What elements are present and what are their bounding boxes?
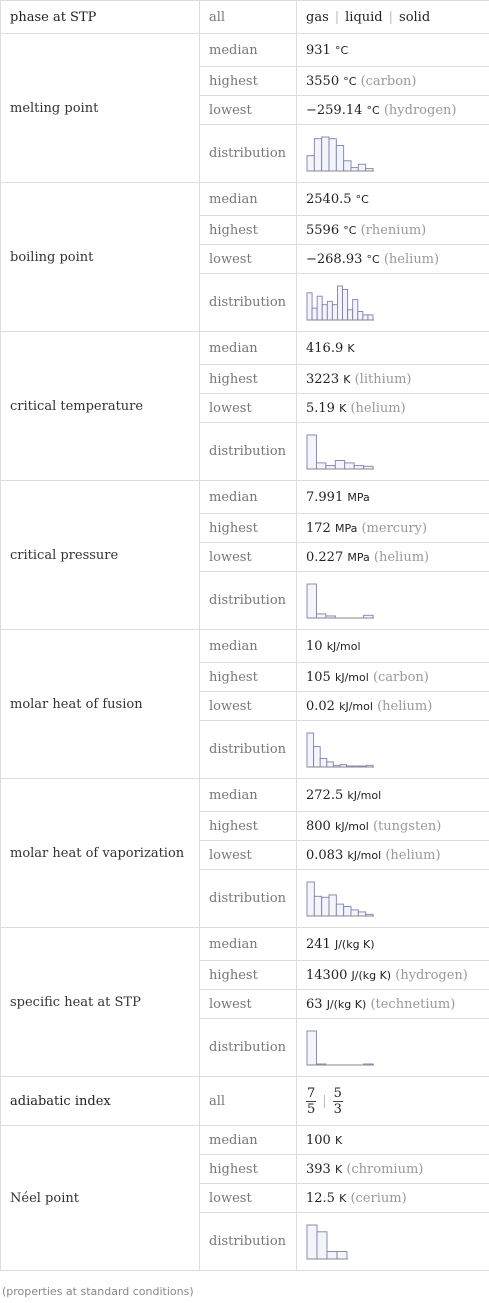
- value-number: 14300: [306, 967, 348, 983]
- highest-label: highest: [200, 663, 297, 692]
- value-number: 10: [306, 638, 323, 654]
- median-value: [297, 34, 489, 67]
- separator: |: [334, 9, 340, 25]
- fraction: [306, 1086, 316, 1117]
- distribution-cell: [297, 1019, 489, 1077]
- distribution-label: distribution: [200, 125, 297, 183]
- value-unit: J/(kg K): [351, 968, 392, 982]
- median-value: [297, 779, 489, 812]
- lowest-label: lowest: [200, 841, 297, 870]
- group-row: [1, 1077, 489, 1126]
- distribution-histogram: [306, 134, 376, 174]
- value-note: (helium): [383, 251, 440, 267]
- phase-options: [297, 1, 489, 34]
- phase-gas[interactable]: gas: [306, 9, 329, 25]
- histogram-bar: [312, 308, 317, 320]
- value-note: (carbon): [360, 73, 417, 89]
- distribution-cell: [297, 870, 489, 928]
- highest-label: highest: [200, 67, 297, 96]
- histogram-bar: [344, 160, 351, 170]
- histogram-bar: [329, 138, 336, 170]
- value-number: 63: [306, 996, 323, 1012]
- value-unit: K: [339, 1191, 347, 1205]
- distribution-histogram: [306, 1222, 376, 1262]
- value-unit: kJ/mol: [326, 639, 361, 653]
- histogram-bar: [351, 909, 358, 915]
- fraction-values: [297, 1077, 489, 1126]
- histogram-bar: [322, 304, 327, 319]
- value-number: −268.93: [306, 251, 363, 267]
- histogram-bar: [307, 584, 316, 618]
- value-unit: kJ/mol: [347, 788, 382, 802]
- lowest-label: lowest: [200, 1184, 297, 1213]
- value-unit: MPa: [334, 521, 358, 535]
- value-number: 5596: [306, 222, 340, 238]
- value-note: (hydrogen): [383, 102, 457, 118]
- median-label: median: [200, 779, 297, 812]
- value-number: 105: [306, 669, 331, 685]
- value-unit: J/(kg K): [334, 937, 375, 951]
- distribution-histogram: [306, 581, 376, 621]
- distribution-label: distribution: [200, 274, 297, 332]
- group-row: [1, 481, 489, 514]
- lowest-value: [297, 96, 489, 125]
- distribution-label: distribution: [200, 1213, 297, 1271]
- highest-value: [297, 961, 489, 990]
- value-note: (hydrogen): [395, 967, 468, 983]
- value-unit: kJ/mol: [334, 819, 369, 833]
- highest-label: highest: [200, 961, 297, 990]
- value-unit: °C: [355, 192, 369, 206]
- phase-solid[interactable]: solid: [399, 9, 431, 25]
- value-note: (tungsten): [372, 818, 442, 834]
- distribution-cell: [297, 423, 489, 481]
- highest-value: [297, 812, 489, 841]
- value-unit: K: [347, 341, 355, 355]
- median-label: median: [200, 183, 297, 216]
- distribution-cell: [297, 1213, 489, 1271]
- histogram-bar: [307, 1031, 316, 1065]
- fraction-numerator: 5: [333, 1085, 342, 1101]
- histogram-bar: [344, 906, 351, 916]
- fraction-numerator: 7: [307, 1085, 316, 1101]
- value-unit: kJ/mol: [347, 848, 382, 862]
- separator: |: [322, 1093, 327, 1109]
- property-name: molar heat of vaporization: [1, 779, 200, 928]
- histogram-bar: [314, 746, 321, 766]
- value-number: 3550: [306, 73, 340, 89]
- histogram-bar: [307, 1225, 317, 1259]
- distribution-label: distribution: [200, 572, 297, 630]
- histogram-bar: [307, 435, 316, 469]
- value-unit: kJ/mol: [334, 670, 369, 684]
- value-unit: °C: [343, 223, 357, 237]
- distribution-cell: [297, 721, 489, 779]
- distribution-label: distribution: [200, 870, 297, 928]
- median-value: [297, 1126, 489, 1155]
- lowest-label: lowest: [200, 96, 297, 125]
- histogram-bar: [363, 314, 368, 319]
- property-name: critical pressure: [1, 481, 200, 630]
- lowest-value: [297, 841, 489, 870]
- group-row: [1, 1126, 489, 1155]
- value-unit: °C: [334, 43, 349, 57]
- value-unit: MPa: [347, 550, 370, 564]
- highest-value: [297, 1155, 489, 1184]
- histogram-bar: [358, 311, 363, 320]
- value-note: (helium): [385, 847, 441, 863]
- group-row: [1, 34, 489, 67]
- lowest-label: lowest: [200, 245, 297, 274]
- histogram-bar: [332, 304, 337, 319]
- distribution-cell: [297, 274, 489, 332]
- histogram-bar: [317, 296, 322, 320]
- highest-value: [297, 67, 489, 96]
- distribution-histogram: [306, 1028, 376, 1068]
- median-label: median: [200, 332, 297, 365]
- distribution-histogram: [306, 730, 376, 770]
- property-name: critical temperature: [1, 332, 200, 481]
- value-note: (helium): [377, 698, 433, 714]
- value-number: 931: [306, 42, 331, 58]
- histogram-bar: [322, 137, 329, 171]
- distribution-label: distribution: [200, 1019, 297, 1077]
- histogram-bar: [322, 897, 329, 916]
- highest-value: [297, 365, 489, 394]
- value-number: 0.227: [306, 549, 344, 565]
- highest-label: highest: [200, 514, 297, 543]
- lowest-value: [297, 692, 489, 721]
- property-name: specific heat at STP: [1, 928, 200, 1077]
- value-note: (lithium): [354, 371, 412, 387]
- median-label: median: [200, 34, 297, 67]
- histogram-bar: [327, 761, 334, 766]
- median-label: median: [200, 928, 297, 961]
- distribution-label: distribution: [200, 423, 297, 481]
- highest-value: [297, 663, 489, 692]
- lowest-label: lowest: [200, 692, 297, 721]
- median-value: [297, 481, 489, 514]
- histogram-bar: [337, 1251, 347, 1258]
- median-value: [297, 332, 489, 365]
- histogram-bar: [358, 164, 365, 171]
- value-unit: K: [339, 401, 347, 415]
- value-number: 7.991: [306, 489, 344, 505]
- histogram-bar: [358, 911, 365, 915]
- lowest-label: lowest: [200, 543, 297, 572]
- header-filter: all: [200, 1, 297, 34]
- distribution-label: distribution: [200, 721, 297, 779]
- median-label: median: [200, 630, 297, 663]
- group-row: [1, 332, 489, 365]
- histogram-bar: [336, 904, 343, 916]
- value-unit: MPa: [347, 490, 370, 504]
- value-unit: K: [343, 372, 351, 386]
- header-row: [1, 1, 489, 34]
- lowest-value: [297, 543, 489, 572]
- value-unit: kJ/mol: [339, 699, 373, 713]
- value-number: −259.14: [306, 102, 363, 118]
- value-number: 0.083: [306, 847, 344, 863]
- property-name: boiling point: [1, 183, 200, 332]
- histogram-bar: [317, 1231, 327, 1258]
- footer-note: (properties at standard conditions): [2, 1285, 194, 1298]
- fraction-denominator: 3: [333, 1101, 342, 1117]
- value-note: (mercury): [361, 520, 428, 536]
- histogram-bar: [354, 465, 363, 468]
- group-row: [1, 928, 489, 961]
- value-number: 0.02: [306, 698, 335, 714]
- histogram-bar: [368, 314, 373, 319]
- histogram-bar: [307, 155, 314, 170]
- value-number: 272.5: [306, 787, 344, 803]
- value-unit: °C: [366, 103, 380, 117]
- highest-value: [297, 216, 489, 245]
- histogram-bar: [353, 299, 358, 319]
- median-value: [297, 183, 489, 216]
- histogram-bar: [307, 733, 314, 767]
- value-unit: °C: [343, 74, 357, 88]
- group-row: [1, 630, 489, 663]
- property-name: adiabatic index: [1, 1077, 200, 1126]
- property-name: melting point: [1, 34, 200, 183]
- distribution-histogram: [306, 283, 376, 323]
- distribution-histogram: [306, 432, 376, 472]
- value-number: 416.9: [306, 340, 344, 356]
- histogram-bar: [316, 462, 325, 468]
- lowest-value: [297, 1184, 489, 1213]
- histogram-bar: [348, 309, 353, 319]
- median-label: median: [200, 1126, 297, 1155]
- value-number: 172: [306, 520, 331, 536]
- histogram-bar: [320, 758, 327, 767]
- value-unit: K: [334, 1162, 343, 1176]
- histogram-bar: [314, 138, 321, 170]
- value-note: (helium): [350, 400, 406, 416]
- histogram-bar: [343, 289, 348, 320]
- value-number: 100: [306, 1132, 331, 1148]
- phase-liquid[interactable]: liquid: [345, 9, 383, 25]
- header-label: phase at STP: [1, 1, 200, 34]
- separator: |: [388, 9, 394, 25]
- histogram-bar: [337, 286, 342, 320]
- lowest-value: [297, 394, 489, 423]
- distribution-cell: [297, 572, 489, 630]
- value-unit: °C: [366, 252, 380, 266]
- value-note: (technetium): [370, 996, 456, 1012]
- histogram-bar: [351, 167, 358, 170]
- histogram-bar: [329, 894, 336, 915]
- value-note: (rhenium): [360, 222, 427, 238]
- lowest-value: [297, 990, 489, 1019]
- highest-value: [297, 514, 489, 543]
- highest-label: highest: [200, 216, 297, 245]
- histogram-bar: [327, 301, 332, 320]
- fraction-denominator: 5: [307, 1101, 316, 1117]
- value-note: (chromium): [346, 1161, 424, 1177]
- lowest-value: [297, 245, 489, 274]
- distribution-histogram: [306, 879, 376, 919]
- histogram-bar: [307, 292, 312, 319]
- value-note: (cerium): [350, 1190, 407, 1206]
- distribution-cell: [297, 125, 489, 183]
- value-number: 5.19: [306, 400, 335, 416]
- highest-label: highest: [200, 1155, 297, 1184]
- value-number: 393: [306, 1161, 331, 1177]
- value-note: (carbon): [372, 669, 429, 685]
- median-value: [297, 928, 489, 961]
- value-unit: K: [334, 1133, 343, 1147]
- histogram-bar: [345, 462, 354, 468]
- histogram-bar: [336, 145, 343, 171]
- histogram-bar: [327, 1251, 337, 1258]
- histogram-bar: [316, 613, 325, 617]
- histogram-bar: [326, 465, 335, 468]
- fraction: [333, 1086, 343, 1117]
- value-unit: J/(kg K): [326, 997, 367, 1011]
- histogram-bar: [335, 460, 344, 469]
- highest-label: highest: [200, 365, 297, 394]
- property-name: Néel point: [1, 1126, 200, 1271]
- value-note: (helium): [373, 549, 430, 565]
- all-label: all: [200, 1077, 297, 1126]
- median-label: median: [200, 481, 297, 514]
- value-number: 241: [306, 936, 331, 952]
- value-number: 3223: [306, 371, 340, 387]
- histogram-bar: [314, 896, 321, 916]
- property-name: molar heat of fusion: [1, 630, 200, 779]
- histogram-bar: [307, 882, 314, 916]
- value-number: 800: [306, 818, 331, 834]
- highest-label: highest: [200, 812, 297, 841]
- lowest-label: lowest: [200, 990, 297, 1019]
- median-value: [297, 630, 489, 663]
- value-number: 12.5: [306, 1190, 335, 1206]
- group-row: [1, 183, 489, 216]
- group-row: [1, 779, 489, 812]
- value-number: 2540.5: [306, 191, 352, 207]
- lowest-label: lowest: [200, 394, 297, 423]
